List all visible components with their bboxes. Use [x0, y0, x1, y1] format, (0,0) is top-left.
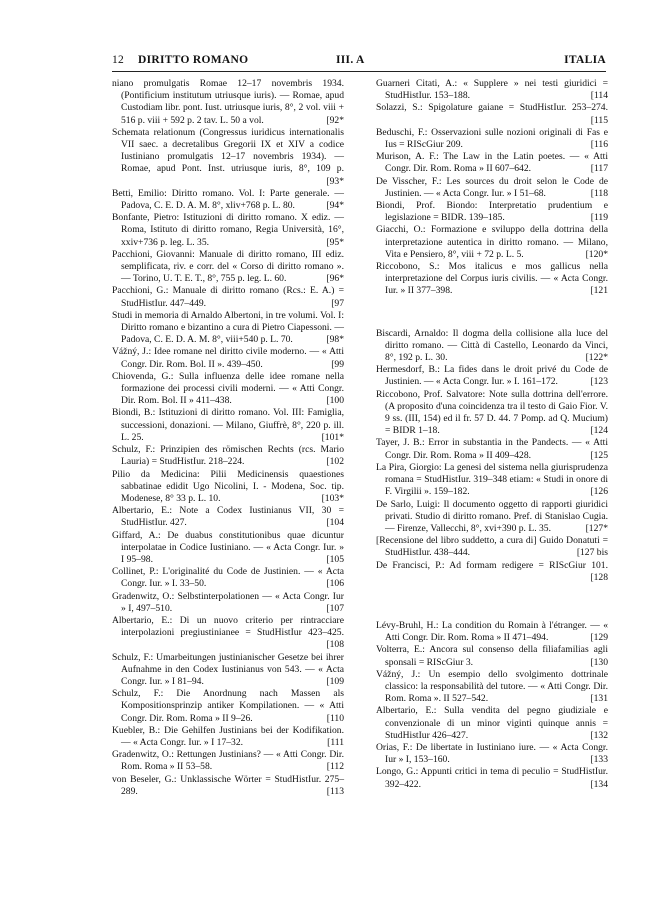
bibliography-entry: [112, 78, 344, 127]
entry-number: [119: [590, 212, 608, 224]
entry-number: [105: [326, 553, 344, 565]
entry-group-a: [376, 78, 608, 298]
entry-number: [101*: [321, 431, 344, 443]
bibliography-entry: [112, 591, 344, 615]
bibliography-entry: [112, 444, 344, 468]
bibliography-entry: [112, 188, 344, 212]
entry-text: Biondi, Prof. Biondo: Interpretatio prudentium e legislazione = BIDR. 139–185.: [376, 200, 608, 224]
bibliography-entry: [112, 566, 344, 590]
entry-number: [106: [326, 578, 344, 590]
bibliography-entry: [376, 200, 608, 224]
left-column: [112, 78, 344, 798]
bibliography-entry: [112, 505, 344, 529]
entry-number: [98*: [326, 334, 344, 346]
bibliography-entry: [376, 224, 608, 261]
entry-text: Giffard, A.: De duabus constitutionibus quae dicuntur interpolatae in Codice Iustiniano. — « Acta Congr. Iur. » I 95–98.: [112, 529, 344, 565]
bibliography-entry: [112, 310, 344, 347]
entry-number: [103*: [321, 492, 344, 504]
entry-text: Pacchioni, G.: Manuale di diritto romano (Rcs.: E. A.) = StudHistIur. 447–449.: [112, 285, 344, 309]
entry-number: [123: [590, 376, 608, 388]
entry-number: [109: [326, 675, 344, 687]
bibliography-entry: [112, 652, 344, 689]
entry-text: Schemata relationum (Congressus iuridicus internationalis VII saec. a decretalibus Gregorii IX et XIV a codice Iustiniano promulgatis 12–17 novembris 1934). — Romae, apud Pont. Inst. utriusque iuris, 8°, 109 p.: [112, 126, 344, 175]
bibliography-entry: [112, 530, 344, 567]
entry-text: Studi in memoria di Arnaldo Albertoni, in tre volumi. Vol. I: Diritto romano e bizantino a cura di Pietro Ciapessoni. — Padova, C. E. D. A. M. 8°, viii+540 p. L. 70.: [112, 309, 344, 346]
group-spacer: [376, 584, 608, 620]
bibliography-entry: [112, 127, 344, 188]
entry-text: Schulz, F.: Die Anordnung nach Massen als Kompositionsprinzip antiker Kompilationen. — « Atti Congr. Dir. Rom. Roma » II 9–26.: [112, 688, 344, 724]
entry-group-b: [376, 328, 608, 584]
entry-number: [118: [590, 187, 608, 199]
entry-text: Guarneri Citati, A.: « Supplere » nei testi giuridici = StudHistIur. 153–188.: [376, 78, 608, 102]
entry-text: Biondi, B.: Istituzioni di diritto romano. Vol. III: Famiglia, successioni, donazioni. — Milano, Giuffrè, 8°, 220 p. ill. L. 25.: [112, 407, 344, 443]
entry-number: [94*: [326, 200, 344, 212]
entry-text: Albertario, E.: Sulla vendita del pegno giudiziale e convenzionale di un minor viginti quinque annis = StudHistIur 426–427.: [376, 705, 608, 741]
right-column: [376, 78, 608, 791]
entry-text: Kuebler, B.: Die Gehilfen Justinians bei der Kodifikation. — « Acta Congr. Iur. » I 17–32.: [112, 724, 344, 748]
entry-number: [97: [331, 297, 344, 309]
entry-number: [92*: [326, 114, 344, 126]
entry-number: [107: [326, 602, 344, 614]
bibliography-entry: [376, 328, 608, 365]
bibliography-entry: [376, 535, 608, 559]
entry-text: Vážný, J.: Un esempio dello svolgimento dottrinale classico: la responsabilità del tutore. — « Atti Congr. Dir. Rom. Roma ». II 527–542.: [376, 668, 608, 705]
bibliography-entry: [376, 620, 608, 644]
entry-number: [110: [326, 712, 344, 724]
entry-text: Riccobono, S.: Mos italicus e mos gallicus nella interpretazione del Corpus iuris civilis. — « Acta Congr. Iur. » II 377–398.: [376, 261, 608, 297]
entry-number: [124: [590, 425, 608, 437]
entry-text: Chiovenda, G.: Sulla influenza delle idee romane nella formazione dei processi civili moderni. — « Atti Congr. Dir. Rom. Bol. II » 411–438.: [112, 370, 344, 407]
entry-number: [121: [590, 285, 608, 297]
entry-text: Vážný, J.: Idee romane nel diritto civile moderno. — « Atti Congr. Dir. Rom. Bol. II ». 439–450.: [112, 346, 344, 370]
bibliography-entry: [376, 742, 608, 766]
entry-text: Albertario, E.: Di un nuovo criterio per rintracciare interpolazioni pregiustinianee = StudHistIur 423–425.: [112, 614, 344, 639]
bibliography-entry: [376, 644, 608, 668]
entry-number: [132: [590, 729, 608, 741]
bibliography-entry: [376, 705, 608, 742]
entry-number: [120*: [585, 248, 608, 260]
entry-number: [104: [326, 517, 344, 529]
entry-text: Gradenwitz, O.: Rettungen Justinians? — « Atti Congr. Dir. Rom. Roma » II 53–58.: [112, 749, 344, 773]
entry-number: [117: [590, 163, 608, 175]
entry-text: Schulz, F.: Prinzipien des römischen Rechts (rcs. Mario Lauria) = StudHistIur. 218–224.: [112, 444, 344, 468]
entry-text: Bonfante, Pietro: Istituzioni di diritto romano. X ediz. — Roma, Istituto di diritto romano, Regia Università, 16°, xxiv+736 p. leg. L. 35.: [112, 212, 344, 248]
bibliography-entry: [112, 407, 344, 444]
bibliography-entry: [112, 749, 344, 773]
entry-number: [111: [327, 736, 344, 748]
entry-number: [116: [590, 139, 608, 151]
bibliography-entry: [376, 261, 608, 298]
entry-text: von Beseler, G.: Unklassische Wörter = StudHistIur. 275–289.: [112, 773, 344, 797]
entry-text: De Sarlo, Luigi: Il documento oggetto di rapporti giuridici privati. Studio di diritto romano. Pref. di Stanislao Cugia. — Firenze, Vallecchi, 8°, xvi+390 p. L. 35.: [376, 498, 608, 534]
entry-text: Volterra, E.: Ancora sul consenso della filiafamilias agli sponsali = RIScGiur 3.: [376, 644, 608, 668]
bibliography-entry: [112, 469, 344, 506]
bibliography-entry: [376, 462, 608, 499]
entry-text: De Francisci, P.: Ad formam redigere = RIScGiur 101.: [376, 559, 608, 571]
entry-text: La Pira, Giorgio: La genesi del sistema nella giurisprudenza romana = StudHistIur. 319–348 etiam: « Studi in onore di F. Virgilii ». 159–182.: [376, 461, 608, 498]
entry-text: [Recensione del libro suddetto, a cura di] Guido Donatuti = StudHistIur. 438–444.: [376, 535, 608, 559]
running-header: [112, 54, 606, 70]
bibliography-entry: [376, 560, 608, 584]
entry-number: [126: [590, 486, 608, 498]
bibliography-entry: [112, 249, 344, 286]
entry-text: Tayer, J. B.: Error in substantia in the Pandects. — « Atti Congr. Dir. Rom. Roma » II 409–428.: [376, 437, 608, 461]
entry-number: [114: [590, 90, 608, 102]
entry-number: [99: [331, 358, 344, 370]
bibliography-entry: [112, 688, 344, 725]
bibliography-entry: [112, 285, 344, 309]
entry-text: Hermesdorf, B.: La fides dans le droit privé du Code de Justinien. — « Acta Congr. Iur. » I. 161–172.: [376, 364, 608, 388]
bibliography-entry: [376, 127, 608, 151]
entry-number: [129: [590, 632, 608, 644]
header-title: DIRITTO ROMANO: [138, 54, 249, 66]
entry-number: [108: [326, 639, 344, 651]
group-spacer: [376, 298, 608, 328]
entry-text: Biscardi, Arnaldo: Il dogma della collisione alla luce del diritto romano. — Città di Castello, Leonardo da Vinci, 8°, 192 p. L. 30.: [376, 327, 608, 364]
entry-text: Murison, A. F.: The Law in the Latin poetes. — « Atti Congr. Dir. Rom. Roma » II 607–642.: [376, 151, 608, 175]
entry-text: Betti, Emilio: Diritto romano. Vol. I: Parte generale. — Padova, C. E. D. A. M. 8°, xliv+768 p. L. 80.: [112, 187, 344, 212]
entry-number: [127 bis: [576, 547, 608, 559]
entry-group-c: [376, 620, 608, 791]
bibliography-entry: [376, 499, 608, 536]
entry-text: niano promulgatis Romae 12–17 novembris 1934. (Pontificium institutum utriusque iuris). — Romae, apud Custodiam libr. pont. Iust. utriusque iuris, 8°, 2 vol. viii + 516 p. viii + 592 p. 2 tav. L. 50 a vol.: [112, 78, 344, 126]
entry-number: [112: [326, 761, 344, 773]
entry-text: Gradenwitz, O.: Selbstinterpolationen — « Acta Congr. Iur » I, 497–510.: [112, 590, 344, 614]
entry-text: Pacchioni, Giovanni: Manuale di diritto romano, III ediz. semplificata, riv. e corr. del « Corso di diritto romano ». — Torino, U. T. E. T., 8°, 755 p. leg. L. 60.: [112, 248, 344, 285]
bibliography-entry: [112, 346, 344, 370]
bibliography-entry: [376, 766, 608, 790]
entry-text: Lévy-Bruhl, H.: La condition du Romain à l'étranger. — « Atti Congr. Dir. Rom. Roma » II 471–494.: [376, 619, 608, 644]
bibliography-entry: [376, 102, 608, 126]
entry-number: [93*: [326, 175, 344, 187]
entry-text: Giacchi, O.: Formazione e sviluppo della dottrina della interpretazione autentica in diritto romano. — Milano, Vita e Pensiero, 8°, viii + 72 p. L. 5.: [376, 224, 608, 260]
entry-text: Collinet, P.: L'originalité du Code de Justinien. — « Acta Congr. Iur. » I. 33–50.: [112, 566, 344, 590]
entry-number: [96*: [326, 273, 344, 285]
bibliography-entry: [112, 371, 344, 408]
entry-number: [133: [590, 754, 608, 766]
bibliography-entry: [376, 389, 608, 438]
entry-text: Schulz, F.: Umarbeitungen justinianischer Gesetze bei ihrer Aufnahme in den Codex Iustinianus von 543. — « Acta Congr. Iur. » I 81–94.: [112, 651, 344, 687]
entry-number: [127*: [585, 522, 608, 534]
bibliography-entry: [112, 725, 344, 749]
bibliography-entry: [376, 669, 608, 706]
entry-number: [115: [590, 114, 608, 126]
entry-number: [100: [326, 395, 344, 407]
header-country: ITALIA: [564, 54, 606, 66]
entry-number: [122*: [585, 352, 608, 364]
bibliography-entry: [112, 774, 344, 798]
bibliography-entry: [376, 151, 608, 175]
entry-text: Riccobono, Prof. Salvatore: Note sulla dottrina dell'errore. (A proposito d'una coincidenza tra il testo di Gaio Fior. V. 9 ss. (III, 154) ed il fr. 57 D. 44. 7 Pomp. ad Q. Mucium) = BIDR 1–18.: [376, 388, 608, 437]
entry-number: [125: [590, 449, 608, 461]
header-section: III. A: [336, 54, 365, 66]
entry-text: Solazzi, S.: Spigolature gaiane = StudHistIur. 253–274.: [376, 102, 608, 114]
page-number: 12: [112, 54, 125, 66]
bibliography-entry: [112, 615, 344, 652]
entry-number: [131: [590, 693, 608, 705]
entry-text: Pilio da Medicina: Pilii Medicinensis quaestiones sabbatinae edidit Ugo Nicolini, I. - Modena, Soc. tip. Modenese, 8° 33 p. L. 10.: [112, 468, 344, 504]
bibliography-entry: [376, 78, 608, 102]
header-rule: [112, 71, 606, 72]
entry-number: [130: [590, 656, 608, 668]
bibliography-entry: [376, 364, 608, 388]
entry-number: [134: [590, 778, 608, 790]
entry-number: [102: [326, 456, 344, 468]
entry-text: Albertario, E.: Note a Codex Iustinianus VII, 30 = StudHistIur. 427.: [112, 505, 344, 529]
entry-text: De Visscher, F.: Les sources du droit selon le Code de Justinien. — « Acta Congr. Iur. » I 51–68.: [376, 175, 608, 199]
entry-text: Longo, G.: Appunti critici in tema di peculio = StudHistIur. 392–422.: [376, 766, 608, 790]
bibliography-entry: [112, 212, 344, 249]
entry-text: Beduschi, F.: Osservazioni sulle nozioni originali di Fas e Ius = RIScGiur 209.: [376, 126, 608, 151]
entry-number: [113: [326, 785, 344, 797]
entry-number: [128: [590, 571, 608, 583]
entry-number: [95*: [326, 236, 344, 248]
entry-text: Orias, F.: De libertate in Iustiniano iure. — « Acta Congr. Iur » I, 153–160.: [376, 741, 608, 766]
bibliography-entry: [376, 437, 608, 461]
bibliography-entry: [376, 176, 608, 200]
